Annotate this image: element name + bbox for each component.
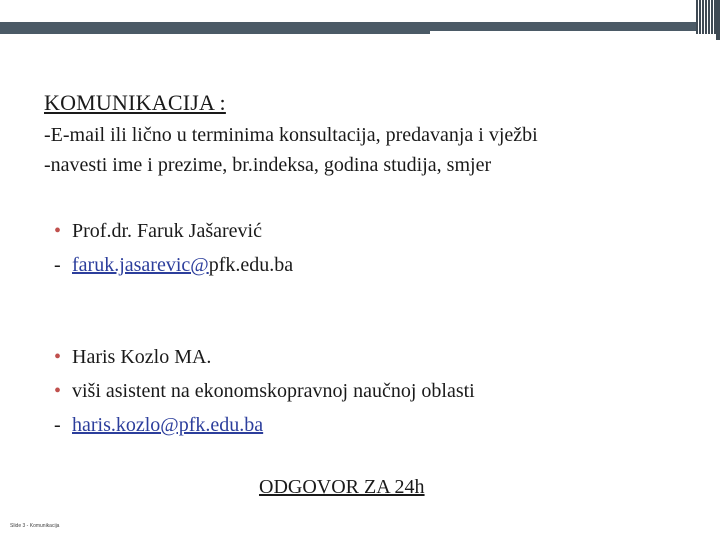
slide-footer: Slide 3 - Komunikacija [10, 523, 60, 529]
contact1-email-domain: pfk.edu.ba [208, 254, 294, 276]
header-accent-bar [0, 31, 430, 34]
contact2-email-link[interactable]: haris.kozlo@pfk.edu.ba [72, 414, 264, 436]
intro-line-2: -navesti ime i prezime, br.indeksa, godina studija, smjer [44, 154, 492, 176]
dash-marker: - [54, 254, 61, 276]
contact2-name: Haris Kozlo MA. [72, 346, 212, 368]
intro-line-1: -E-mail ili lično u terminima konsultacija, predavanja i vježbi [44, 124, 538, 146]
contact2-role: viši asistent na ekonomskopravnoj naučnoj oblasti [72, 380, 475, 402]
contact1-email-item [54, 254, 293, 277]
contact1-email-link[interactable]: faruk.jasarevic@ [72, 254, 209, 276]
slide-title: KOMUNIKACIJA : [44, 90, 226, 115]
contact1-name: Prof.dr. Faruk Jašarević [72, 220, 262, 242]
header-corner-line [716, 0, 720, 40]
header-bar [0, 22, 696, 31]
bullet-icon: • [54, 346, 62, 368]
contact2-email-item [54, 414, 263, 437]
response-time-note: ODGOVOR ZA 24h [259, 476, 425, 498]
contact2-role-item [54, 380, 475, 403]
bullet-icon: • [54, 380, 62, 402]
bullet-icon: • [54, 220, 62, 242]
dash-marker: - [54, 414, 61, 436]
contact2-name-item [54, 346, 211, 369]
contact1-name-item [54, 220, 262, 243]
